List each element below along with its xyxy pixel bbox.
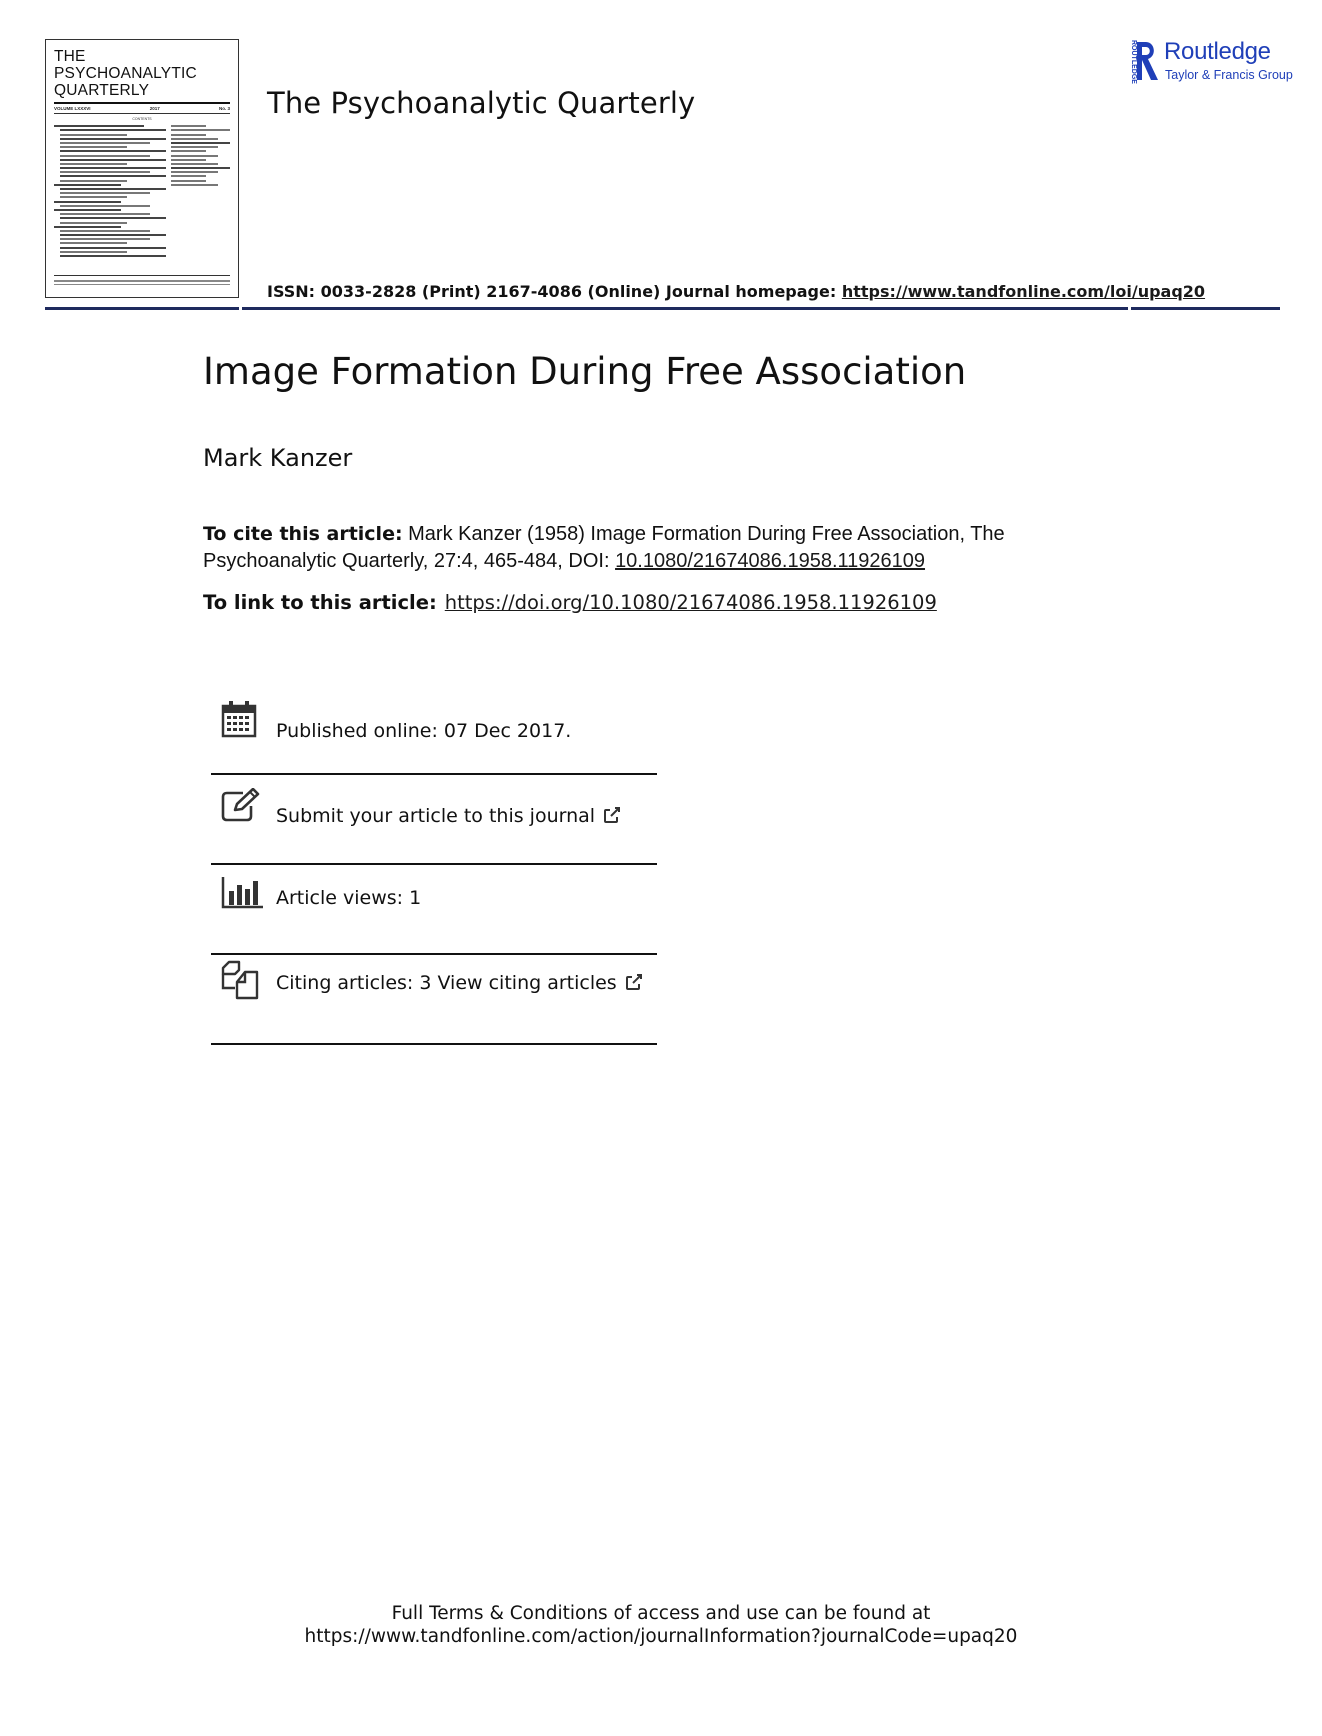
cover-contents-right <box>171 123 230 259</box>
cover-title-line1: THE <box>54 48 86 65</box>
issn-text: ISSN: 0033-2828 (Print) 2167-4086 (Online) Journal homepage: <box>267 282 842 301</box>
documents-icon <box>221 960 261 1000</box>
citing-articles-link[interactable] <box>276 972 643 994</box>
submit-article-text: Submit your article to this journal <box>276 805 596 827</box>
logo-subtitle: Taylor & Francis Group <box>1165 68 1293 82</box>
cover-contents-list <box>54 123 230 259</box>
header-rule-left <box>45 307 239 310</box>
header-rule-right <box>1131 307 1280 310</box>
cover-contents-label: CONTENTS <box>132 117 152 121</box>
cover-rule-thin <box>54 113 230 114</box>
bar-chart-icon <box>221 875 265 909</box>
header-rule-middle <box>242 307 1128 310</box>
journal-cover-thumbnail <box>45 39 239 298</box>
routledge-r-logo-icon <box>1126 38 1162 84</box>
article-title: Image Formation During Free Association <box>203 350 967 393</box>
published-online-text: Published online: 07 Dec 2017. <box>276 720 572 742</box>
routledge-logo[interactable] <box>1126 38 1293 84</box>
row-divider <box>211 863 657 865</box>
cite-text: Mark Kanzer (1958) Image Formation During Free Association, The Psychoanalytic Quarterly, 27:4, 465-484, DOI: <box>203 523 1005 572</box>
row-divider <box>211 773 657 775</box>
cover-rule <box>54 102 230 104</box>
external-link-icon <box>625 973 643 991</box>
cite-doi-link[interactable]: 10.1080/21674086.1958.11926109 <box>615 550 926 572</box>
external-link-icon <box>603 806 621 824</box>
article-doi-link[interactable]: https://doi.org/10.1080/21674086.1958.11926109 <box>444 591 937 614</box>
citing-articles-text: Citing articles: 3 View citing articles <box>276 972 617 994</box>
calendar-icon <box>221 700 257 738</box>
submit-article-link[interactable] <box>276 805 621 827</box>
article-views-text: Article views: 1 <box>276 887 422 909</box>
journal-homepage-link[interactable]: https://www.tandfonline.com/loi/upaq20 <box>841 282 1206 301</box>
link-label: To link to this article: <box>203 591 437 614</box>
footer-terms-text: Full Terms & Conditions of access and use can be found at <box>391 1603 931 1624</box>
cover-title-line2: PSYCHOANALYTIC <box>54 65 197 82</box>
cover-contents-left <box>54 123 166 259</box>
issn-line <box>267 282 1205 301</box>
article-author: Mark Kanzer <box>203 444 353 472</box>
cover-footer <box>54 275 230 287</box>
cover-volume: VOLUME LXXXVI <box>54 106 91 111</box>
cover-year: 2017 <box>149 106 160 111</box>
cover-title-line3: QUARTERLY <box>54 82 150 99</box>
row-divider <box>211 953 657 955</box>
journal-name: The Psychoanalytic Quarterly <box>267 86 696 120</box>
cover-number: No. 3 <box>218 106 230 111</box>
edit-icon <box>221 788 261 822</box>
logo-wordmark: Routledge <box>1164 38 1271 65</box>
link-block <box>203 591 937 614</box>
row-divider <box>211 1043 657 1045</box>
page-footer <box>0 1602 1322 1648</box>
footer-terms-url[interactable]: https://www.tandfonline.com/action/journalInformation?journalCode=upaq20 <box>304 1626 1018 1647</box>
logo-vertical-text: ROUTLEDGE <box>1130 40 1137 84</box>
cite-label: To cite this article: <box>203 523 403 545</box>
cite-block <box>203 521 1103 575</box>
cover-meta <box>54 106 230 111</box>
